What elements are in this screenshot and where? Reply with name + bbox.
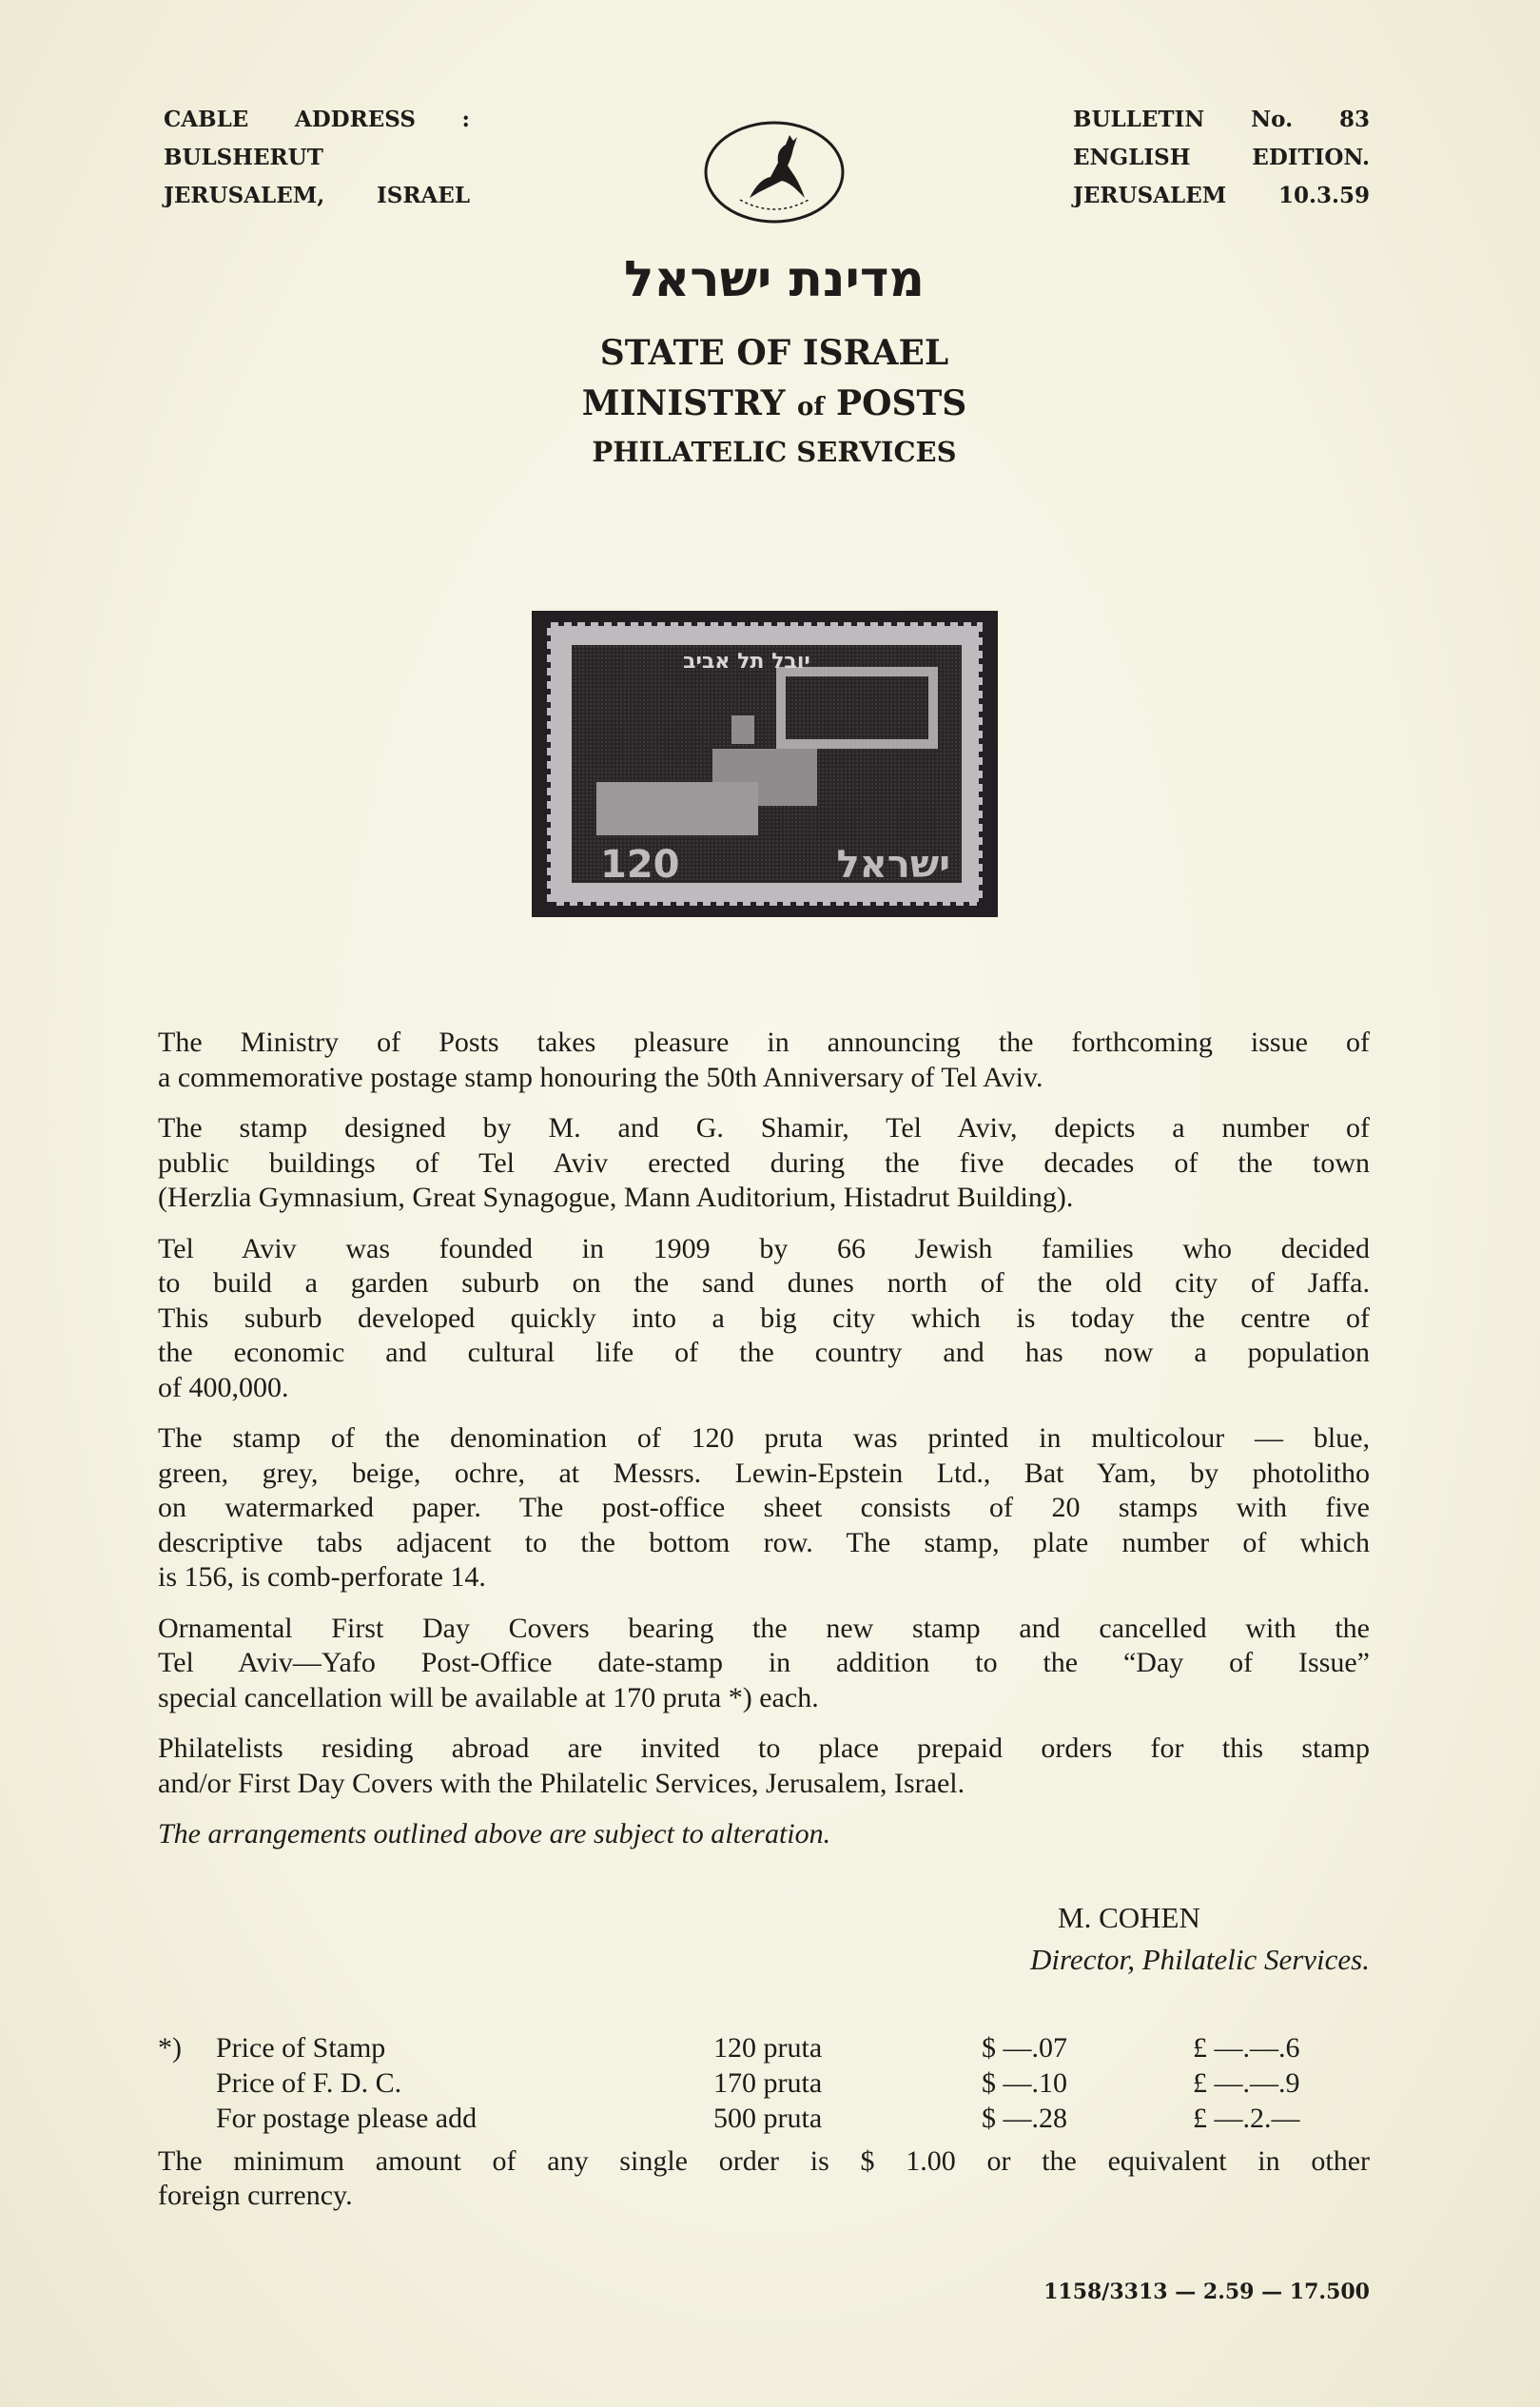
price-row (158, 2032, 1370, 2067)
paragraph-line: descriptive tabs adjacent to the bottom row. The stamp, plate number of which (158, 1526, 1370, 1558)
bulletin-edition: ENGLISH EDITION. (1073, 145, 1370, 170)
paragraph (158, 1026, 1370, 1095)
paragraph-line: special cancellation will be available at 170 pruta *) each. (158, 1681, 819, 1713)
paragraph-line: Tel Aviv—Yafo Post-Office date-stamp in addition to the “Day of Issue” (158, 1647, 1370, 1678)
cable-address-city: JERUSALEM, ISRAEL (164, 183, 470, 208)
paragraph-line: a commemorative postage stamp honouring the 50th Anniversary of Tel Aviv. (158, 1061, 1043, 1093)
title-ministry-a: MINISTRY (581, 383, 797, 423)
price-footnote-mark: *) (158, 2032, 182, 2064)
announcement-body (158, 1026, 1370, 1869)
paragraph-line: This suburb developed quickly into a big city which is today the centre of (158, 1301, 1370, 1334)
price-pruta: 500 pruta (713, 2103, 823, 2134)
bulletin-date: JERUSALEM 10.3.59 (1073, 183, 1370, 208)
paragraph-line: The stamp of the denomination of 120 pruta was printed in multicolour — blue, (158, 1422, 1370, 1454)
price-gbp: £ —.2.— (1193, 2103, 1300, 2134)
title-philatelic: PHILATELIC SERVICES (592, 436, 957, 468)
price-usd: $ —.28 (982, 2103, 1067, 2134)
price-pruta: 170 pruta (713, 2067, 823, 2099)
minimum-order-line: The minimum amount of any single order is $ 1.00 or the equivalent in other (158, 2145, 1370, 2177)
title-ministry-c: POSTS (824, 383, 967, 423)
print-code: 1158/3313 — 2.59 — 17.500 (1043, 2280, 1370, 2304)
paragraph-line: The arrangements outlined above are subject to alteration. (158, 1818, 831, 1849)
price-label: Price of Stamp (216, 2032, 386, 2064)
paragraph-line: The stamp designed by M. and G. Shamir, Tel Aviv, depicts a number of (158, 1112, 1370, 1144)
price-label: Price of F. D. C. (216, 2067, 402, 2099)
deer-emblem-icon (702, 120, 847, 225)
paragraph (158, 1612, 1370, 1716)
hebrew-title: מדינת ישראל (623, 251, 926, 308)
price-usd: $ —.10 (982, 2067, 1067, 2099)
minimum-order-line: foreign currency. (158, 2180, 353, 2211)
paragraph (158, 1421, 1370, 1595)
price-gbp: £ —.—.6 (1193, 2032, 1300, 2064)
cable-address-label: CABLE ADDRESS : (164, 107, 470, 132)
signature-title: Director, Philatelic Services. (1030, 1943, 1370, 1976)
price-usd: $ —.07 (982, 2032, 1067, 2064)
paragraph-line: Ornamental First Day Covers bearing the new stamp and cancelled with the (158, 1612, 1370, 1644)
price-row (158, 2067, 1370, 2103)
paragraph-line: (Herzlia Gymnasium, Great Synagogue, Mann Auditorium, Histadrut Building). (158, 1182, 1074, 1213)
paragraph (158, 1232, 1370, 1406)
paragraph-line: public buildings of Tel Aviv erected during the five decades of the town (158, 1146, 1370, 1179)
paragraph-line: The Ministry of Posts takes pleasure in announcing the forthcoming issue of (158, 1027, 1370, 1058)
price-table (158, 2032, 1370, 2138)
cable-address (164, 101, 470, 215)
signature-name: M. COHEN (1058, 1901, 1200, 1934)
price-row (158, 2103, 1370, 2138)
stamp-country: ישראל (836, 843, 950, 887)
paragraph-line: to build a garden suburb on the sand dunes north of the old city of Jaffa. (158, 1267, 1370, 1299)
bulletin-info (1073, 101, 1370, 215)
stamp-inscription: יובל תל אביב (683, 650, 810, 674)
minimum-order-note (158, 2144, 1370, 2213)
paragraph (158, 1111, 1370, 1216)
price-pruta: 120 pruta (713, 2032, 823, 2064)
cable-address-code: BULSHERUT (164, 145, 323, 170)
paragraph (158, 1732, 1370, 1801)
title-state: STATE OF ISRAEL (599, 333, 949, 373)
stamp-value: 120 (600, 843, 680, 887)
paragraph-line: on watermarked paper. The post-office sheet consists of 20 stamps with five (158, 1492, 1370, 1523)
paragraph (158, 1817, 1370, 1852)
paragraph-line: of 400,000. (158, 1371, 289, 1403)
paragraph-line: the economic and cultural life of the country and has now a population (158, 1337, 1370, 1368)
paragraph-line: Tel Aviv was founded in 1909 by 66 Jewish families who decided (158, 1232, 1370, 1264)
bulletin-number: BULLETIN No. 83 (1073, 107, 1370, 132)
price-label: For postage please add (216, 2103, 478, 2134)
paragraph-line: Philatelists residing abroad are invited to place prepaid orders for this stamp (158, 1732, 1370, 1764)
paragraph-line: is 156, is comb-perforate 14. (158, 1561, 486, 1593)
paragraph-line: green, grey, beige, ochre, at Messrs. Lewin-Epstein Ltd., Bat Yam, by photolitho (158, 1457, 1370, 1489)
price-gbp: £ —.—.9 (1193, 2067, 1300, 2099)
stamp-image (532, 611, 998, 917)
paragraph-line: and/or First Day Covers with the Philatelic Services, Jerusalem, Israel. (158, 1767, 965, 1799)
title-ministry (476, 383, 1073, 423)
title-ministry-of: of (796, 393, 825, 421)
